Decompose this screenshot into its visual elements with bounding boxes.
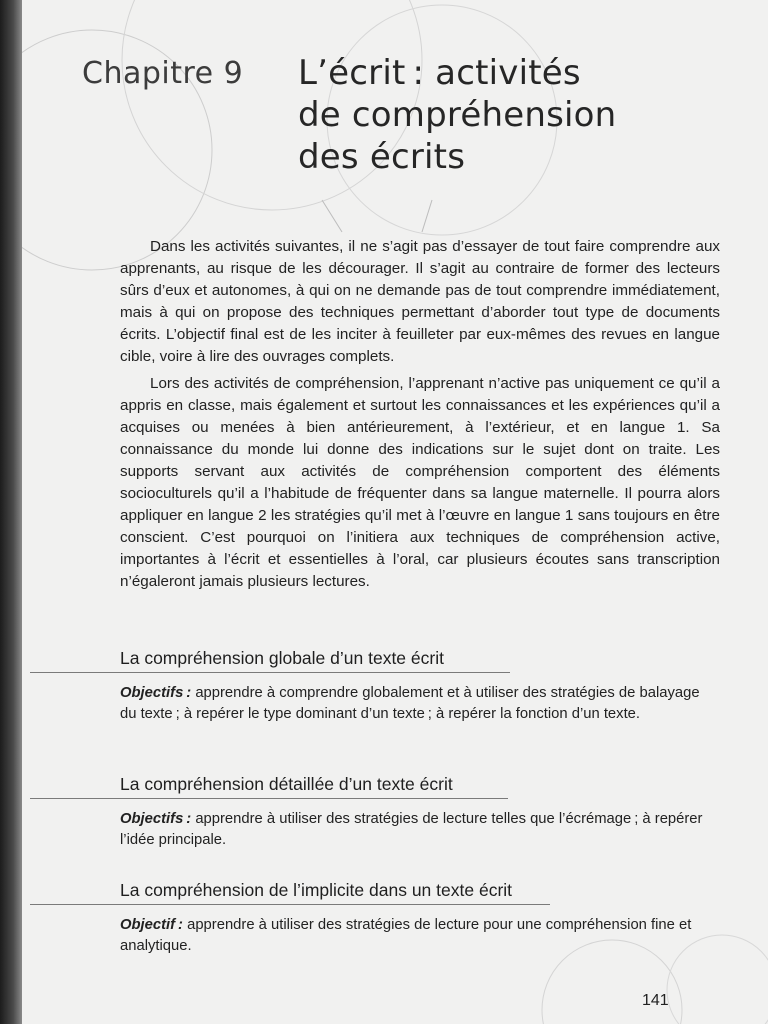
objective-text: apprendre à utiliser des stratégies de lecture telles que l’écrémage ; à repérer l’idée principale. <box>120 811 703 848</box>
intro-paragraph: Dans les activités suivantes, il ne s’agit pas d’essayer de tout faire comprendre aux apprenants, au risque de les décourager. Il s’agit au contraire de former des lecteurs sûrs d’eux et autonomes, à qui on ne demande pas de tout comprendre immédiatement, mais à qui on propose des techniques permettant d’aborder tout type de documents écrits. L’objectif final est de les inciter à feuilleter par eux-mêmes des revues en langue cible, voire à lire des ouvrages complets. <box>120 238 720 365</box>
chapter-number: Chapitre 9 <box>82 56 244 91</box>
page-number: 141 <box>642 992 669 1009</box>
section-rule <box>30 904 550 905</box>
section-detailed-comprehension <box>120 774 720 851</box>
objective-text: apprendre à utiliser des stratégies de lecture pour une compréhension fine et analytique. <box>120 917 692 954</box>
page-binding-shadow <box>0 0 22 1024</box>
chapter-title <box>298 52 718 178</box>
objective-text: apprendre à comprendre globalement et à utiliser des stratégies de balayage du texte ; à repérer le type dominant d’un texte ; à repérer la fonction d’un texte. <box>120 685 700 722</box>
chapter-title-line: des écrits <box>298 137 466 177</box>
section-global-comprehension <box>120 648 720 725</box>
objective-label: Objectif : <box>120 917 183 933</box>
section-objective <box>120 809 720 851</box>
section-heading: La compréhension détaillée d’un texte écrit <box>120 774 453 794</box>
intro-paragraph: Lors des activités de compréhension, l’apprenant n’active pas uniquement ce qu’il a appris en classe, mais également et surtout les connaissances et les expériences qu’il a acquises ou menées à bien antérieurement, à l’extérieur, et en langue 1. Sa connaissance du monde lui donne des indications sur le sujet dont on traite. Les supports servant aux activités de compréhension comportent des éléments socioculturels qu’il a l’habitude de fréquenter dans sa langue maternelle. Il pourra alors appliquer en langue 2 les stratégies qu’il met à l’œuvre en langue 1 sans toujours en être conscient. C’est pourquoi on l’initiera aux techniques de compréhension active, importantes à l’écrit et essentielles à l’oral, car plusieurs écoutes sans transcription n’égaleront jamais plusieurs lectures. <box>120 375 720 590</box>
section-heading: La compréhension de l’implicite dans un texte écrit <box>120 880 513 900</box>
section-implicit-comprehension <box>120 880 720 957</box>
section-objective <box>120 683 720 725</box>
chapter-title-line: de compréhension <box>298 95 617 135</box>
section-objective <box>120 915 720 957</box>
section-heading: La compréhension globale d’un texte écrit <box>120 648 444 668</box>
section-rule <box>30 672 510 673</box>
intro-text <box>120 236 720 598</box>
section-rule <box>30 798 508 799</box>
objective-label: Objectifs : <box>120 811 192 827</box>
chapter-title-line: L’écrit : activités <box>298 53 581 93</box>
book-page <box>22 0 768 1024</box>
objective-label: Objectifs : <box>120 685 192 701</box>
